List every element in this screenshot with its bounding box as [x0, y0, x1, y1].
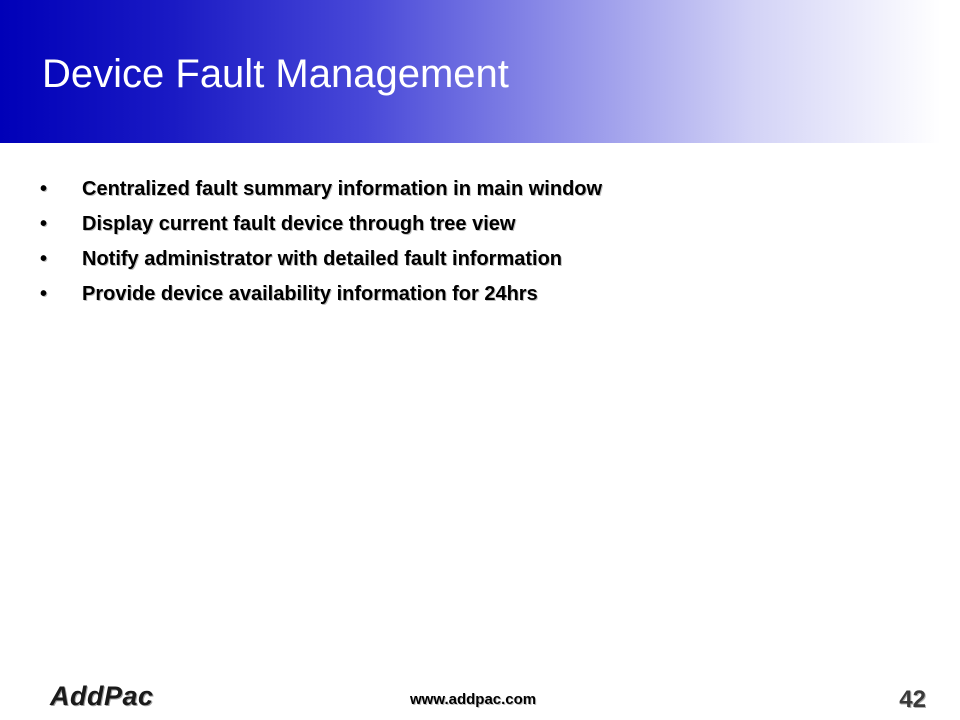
slide-title: Device Fault Management [42, 52, 509, 96]
footer-url: www.addpac.com [410, 691, 537, 708]
bullet-text: Display current fault device through tree view [82, 213, 516, 235]
bullet-text: Centralized fault summary information in main window [82, 178, 603, 200]
bullet-text: Notify administrator with detailed fault information [82, 248, 563, 270]
bullet-marker: • [40, 213, 48, 235]
addpac-logo: AddPac [50, 681, 154, 711]
bullet-text: Provide device availability information for 24hrs [82, 283, 538, 305]
bullet-item [40, 277, 602, 312]
bullet-marker: • [40, 178, 48, 200]
bullet-item [40, 207, 602, 242]
bullet-item [40, 172, 602, 207]
page-number: 42 [899, 686, 926, 713]
bullet-list [40, 172, 602, 312]
bullet-marker: • [40, 283, 48, 305]
bullet-item [40, 242, 602, 277]
bullet-marker: • [40, 248, 48, 270]
